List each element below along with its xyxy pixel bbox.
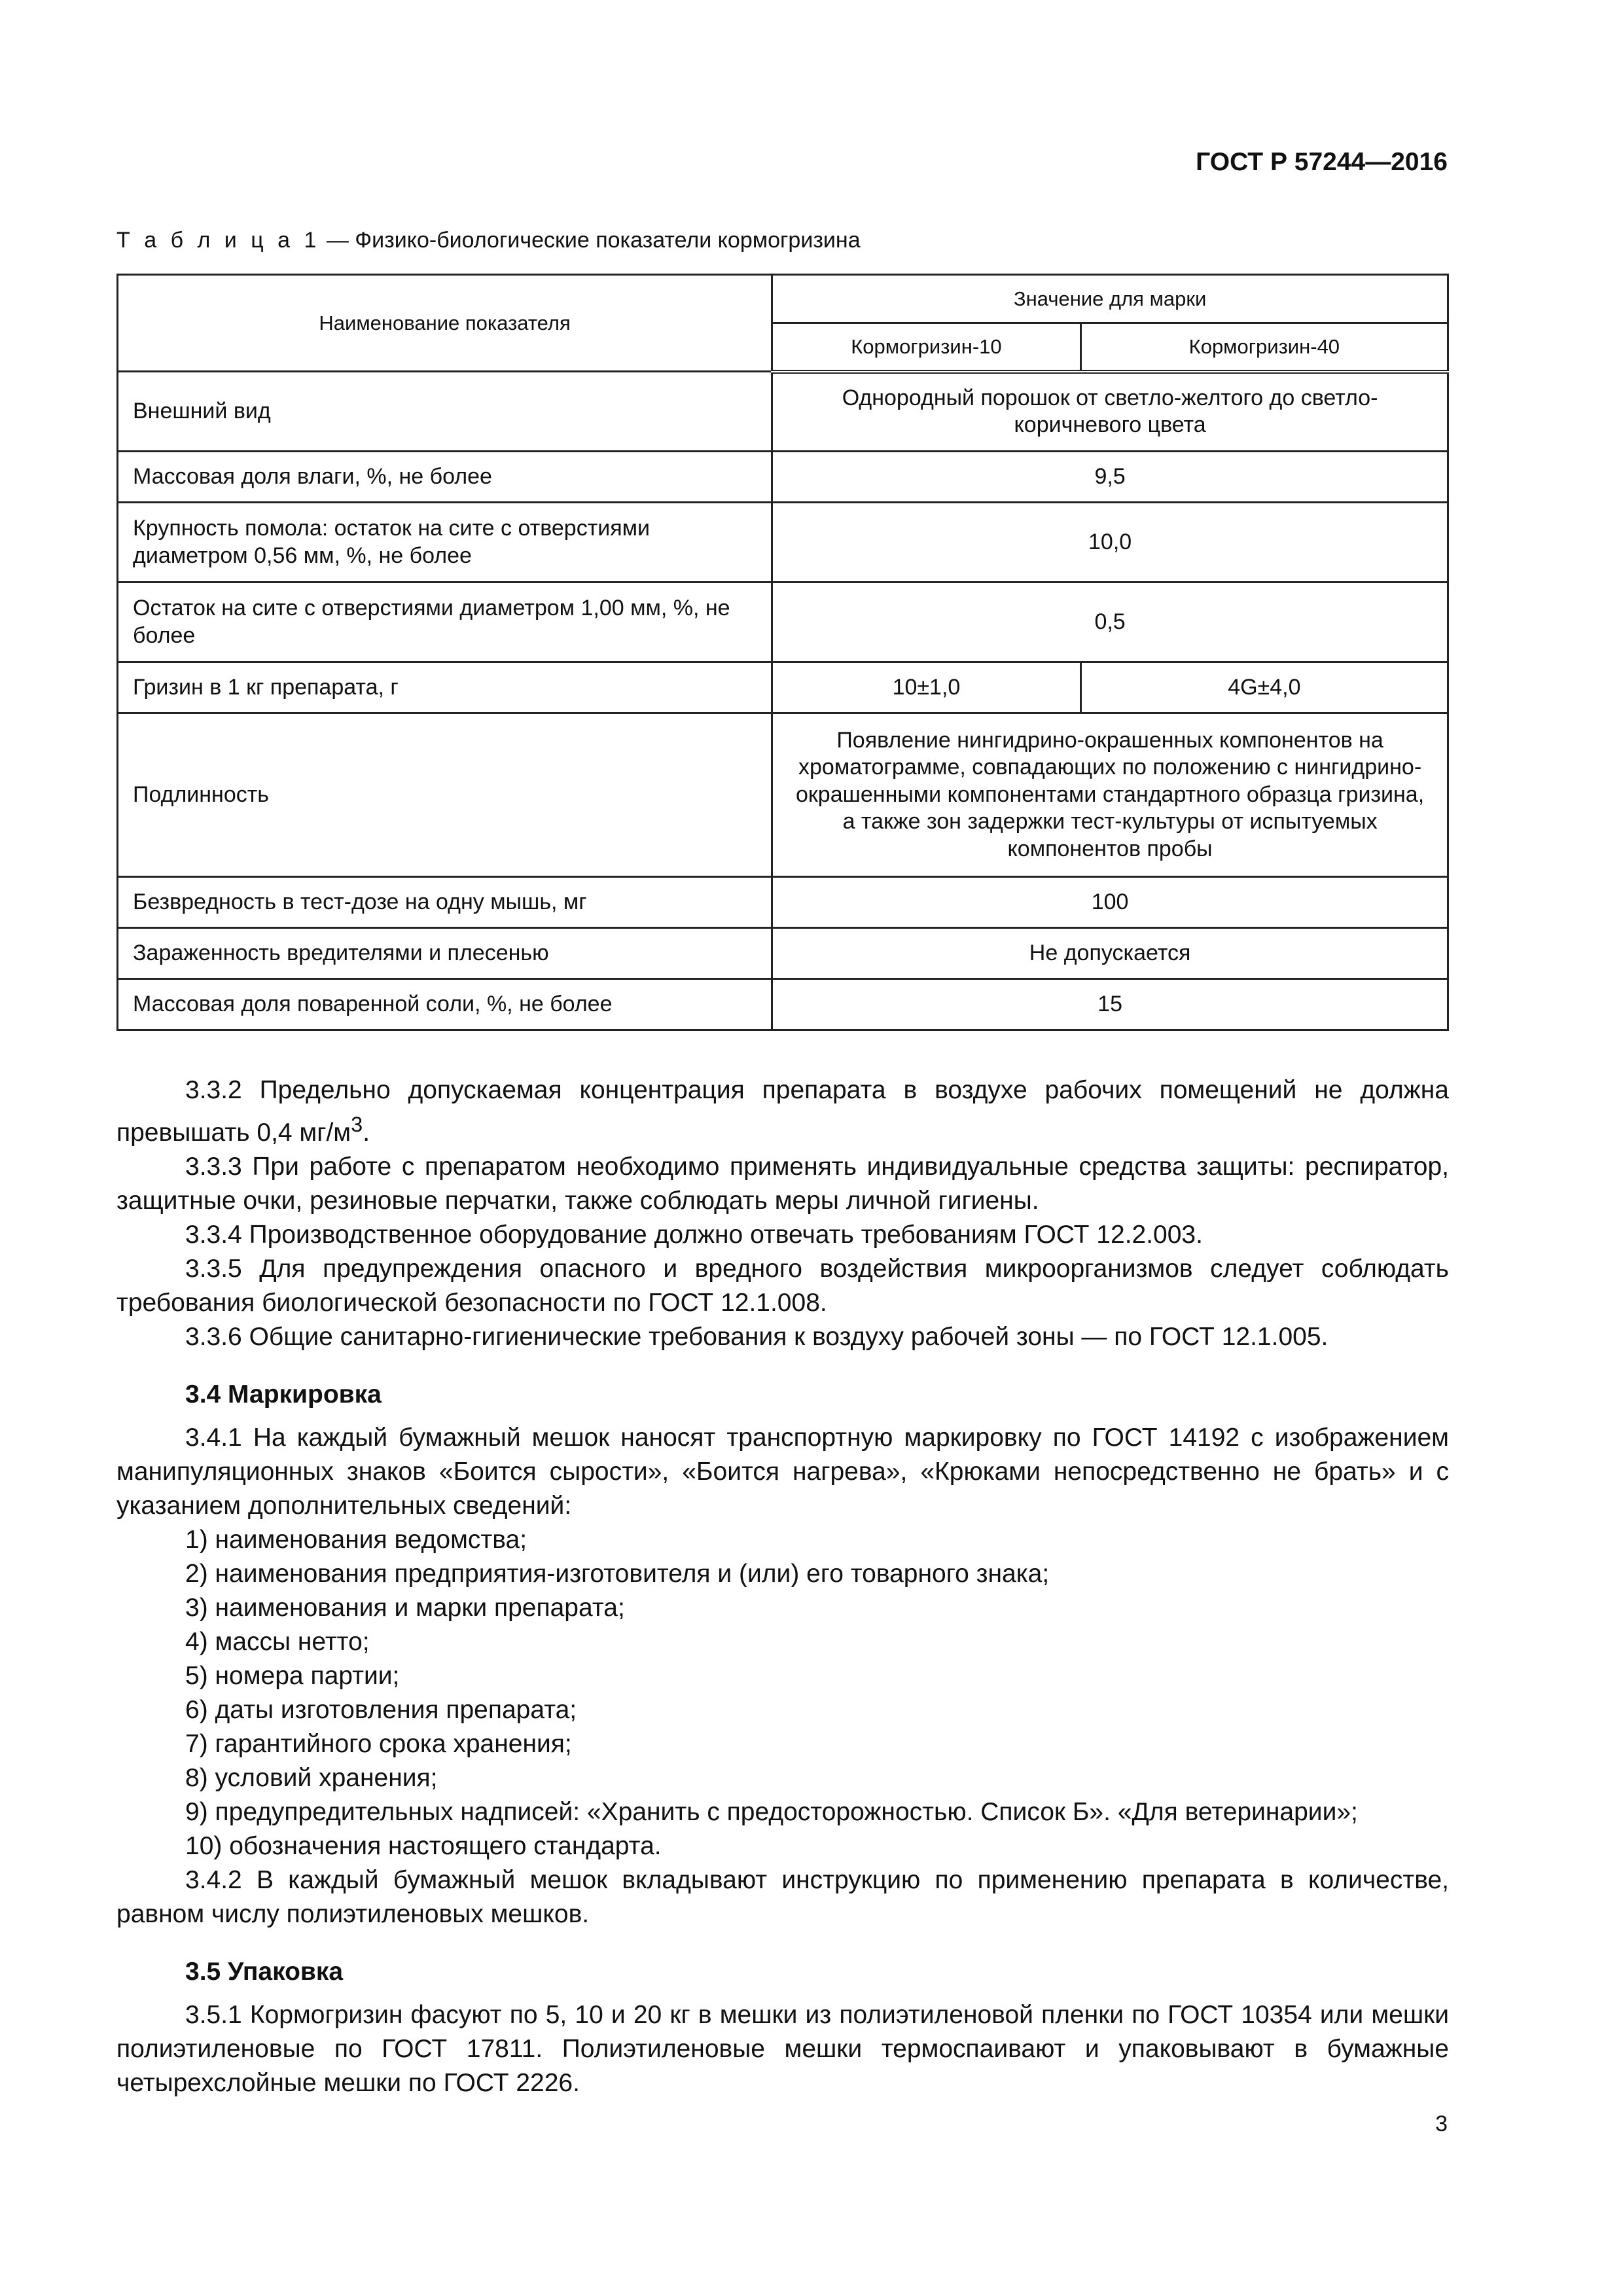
- row-value-brand-10: 10±1,0: [772, 662, 1081, 713]
- paragraph-3-3-2-text: 3.3.2 Предельно допускаемая концентрация препарата в воздухе рабочих помещений не должна превышать 0,4 мг/м: [116, 1076, 1449, 1147]
- list-item: 8) условий хранения;: [185, 1764, 438, 1792]
- row-name: Внешний вид: [118, 372, 772, 452]
- row-value: 0,5: [772, 583, 1448, 662]
- list-item: 2) наименования предприятия-изготовителя и (или) его товарного знака;: [185, 1560, 1050, 1588]
- row-name: Массовая доля поваренной соли, %, не более: [118, 979, 772, 1030]
- superscript: 3: [351, 1113, 363, 1136]
- row-value-brand-40: 4G±4,0: [1080, 662, 1448, 713]
- row-value: 100: [772, 877, 1448, 928]
- table-row: [118, 928, 1448, 979]
- table-row: [118, 372, 1448, 452]
- page-number: 3: [1435, 2111, 1448, 2136]
- row-name: Гризин в 1 кг препарата, г: [118, 662, 772, 713]
- header-cell-brand-40: Кормогризин-40: [1080, 323, 1448, 372]
- row-name: Крупность помола: остаток на сите с отверстиями диаметром 0,56 мм, %, не более: [118, 503, 772, 583]
- table-row: [118, 662, 1448, 713]
- paragraph-3-3-4: 3.3.4 Производственное оборудование должно отвечать требованиям ГОСТ 12.2.003.: [185, 1221, 1203, 1249]
- table-row: [118, 979, 1448, 1030]
- header-cell-value: Значение для марки: [772, 275, 1448, 323]
- header-cell-brand-10: Кормогризин-10: [772, 323, 1081, 372]
- table-caption-text: — Физико-биологические показатели кормогризина: [320, 228, 861, 253]
- table-row: [118, 503, 1448, 583]
- section-heading-3-4: 3.4 Маркировка: [185, 1380, 382, 1408]
- row-value: 15: [772, 979, 1448, 1030]
- row-name: Зараженность вредителями и плесенью: [118, 928, 772, 979]
- table-row: [118, 713, 1448, 877]
- table-row: [118, 452, 1448, 503]
- row-value: Однородный порошок от светло-желтого до светло-коричневого цвета: [772, 372, 1448, 452]
- list-item: 1) наименования ведомства;: [185, 1526, 527, 1554]
- row-name: Подлинность: [118, 713, 772, 877]
- paragraph-3-4-2: 3.4.2 В каждый бумажный мешок вкладывают инструкцию по применению препарата в количестве, равном числу полиэтиленовых мешков.: [116, 1866, 1449, 1928]
- list-item: 9) предупредительных надписей: «Хранить с предосторожностью. Список Б». «Для ветеринарии»;: [185, 1798, 1358, 1826]
- row-value: 10,0: [772, 503, 1448, 583]
- table-row: [118, 583, 1448, 662]
- paragraph-end: .: [363, 1119, 370, 1147]
- paragraph-3-3-2: [116, 1073, 1449, 1150]
- paragraph-3-3-5: 3.3.5 Для предупреждения опасного и вредного воздействия микроорганизмов следует соблюдать требования биологической безопасности по ГОСТ 12.1.008.: [116, 1255, 1449, 1317]
- paragraph-3-4-1: 3.4.1 На каждый бумажный мешок наносят транспортную маркировку по ГОСТ 14192 с изображением манипуляционных знаков «Боится сырости», «Боится нагрева», «Крюками непосредственно не брать» и с указанием дополнительных сведений:: [116, 1424, 1449, 1520]
- list-item: 7) гарантийного срока хранения;: [185, 1730, 572, 1758]
- list-item: 3) наименования и марки препарата;: [185, 1594, 625, 1622]
- table-caption-prefix: Т а б л и ц а 1: [116, 228, 321, 253]
- row-value: Не допускается: [772, 928, 1448, 979]
- table-caption: [116, 228, 861, 253]
- paragraph-3-3-6: 3.3.6 Общие санитарно-гигиенические требования к воздуху рабочей зоны — по ГОСТ 12.1.005.: [185, 1323, 1329, 1351]
- list-item: 5) номера партии;: [185, 1662, 400, 1690]
- list-item: 10) обозначения настоящего стандарта.: [185, 1832, 662, 1860]
- list-item: 4) массы нетто;: [185, 1628, 370, 1656]
- header-cell-name: Наименование показателя: [118, 275, 772, 372]
- paragraph-3-5-1: 3.5.1 Кормогризин фасуют по 5, 10 и 20 кг в мешки из полиэтиленовой пленки по ГОСТ 10354 или мешки полиэтиленовые по ГОСТ 17811. Полиэтиленовые мешки термоспаивают и упаковывают в бумажные четырехслойные мешки по ГОСТ 2226.: [116, 2001, 1449, 2097]
- specs-table: [116, 274, 1449, 1031]
- paragraph-3-3-3: 3.3.3 При работе с препаратом необходимо применять индивидуальные средства защиты: респиратор, защитные очки, резиновые перчатки, также соблюдать меры личной гигиены.: [116, 1153, 1449, 1215]
- row-name: Безвредность в тест-дозе на одну мышь, мг: [118, 877, 772, 928]
- body-text: [116, 1073, 1449, 2100]
- section-heading-3-5: 3.5 Упаковка: [185, 1958, 344, 1986]
- row-value: 9,5: [772, 452, 1448, 503]
- document-code: ГОСТ Р 57244—2016: [1196, 148, 1448, 176]
- row-name: Остаток на сите с отверстиями диаметром 1,00 мм, %, не более: [118, 583, 772, 662]
- list-item: 6) даты изготовления препарата;: [185, 1696, 577, 1724]
- row-name: Массовая доля влаги, %, не более: [118, 452, 772, 503]
- row-value: Появление нингидрино-окрашенных компонентов на хроматограмме, совпадающих по положению с нингидрино-окрашенными компонентами стандартного образца гризина, а также зон задержки тест-культуры от испытуемых компонентов пробы: [772, 713, 1448, 877]
- table-row: [118, 877, 1448, 928]
